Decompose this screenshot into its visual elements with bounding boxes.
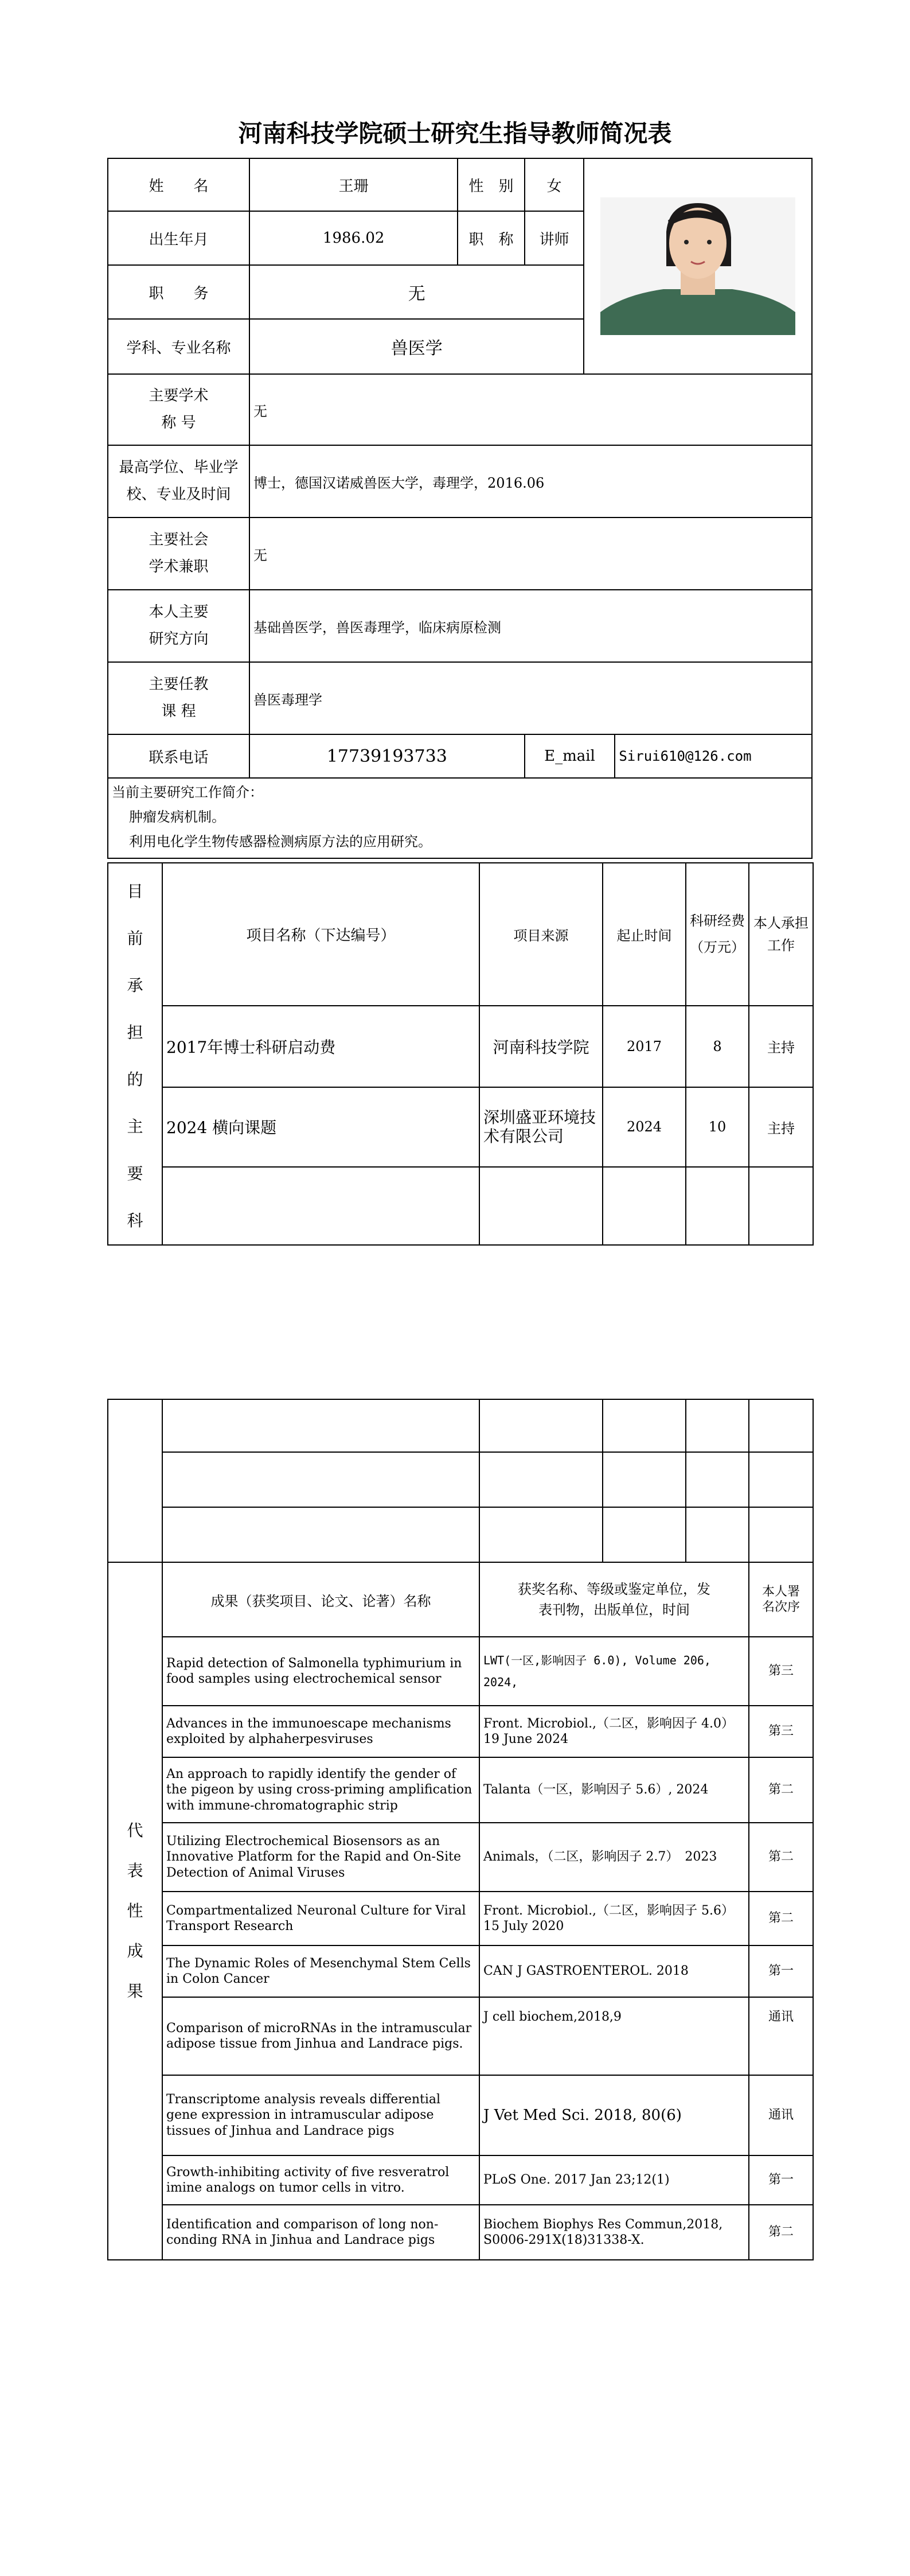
- phone-label: 联系电话: [108, 734, 249, 778]
- work-heading: 当前主要研究工作简介：: [112, 784, 263, 800]
- photo-cell: [584, 158, 812, 374]
- phone-value: 17739193733: [249, 734, 525, 778]
- empty-cell: [162, 1507, 479, 1562]
- table-row: [108, 1637, 813, 1706]
- achievement-order: 第二: [749, 1892, 813, 1945]
- empty-cell: [686, 1167, 749, 1245]
- work-line: 肿瘤发病机制。: [129, 809, 225, 825]
- project-name: 2024 横向课题: [162, 1087, 479, 1167]
- degree-label: 最高学位、毕业学校、专业及时间: [108, 445, 249, 517]
- achievement-info: Animals，（二区，影响因子 2.7） 2023: [479, 1823, 749, 1892]
- table-row: [108, 1823, 813, 1892]
- work-summary: [108, 778, 812, 858]
- table-row: [108, 2155, 813, 2205]
- side-char: 担: [127, 1023, 143, 1042]
- project-source: 深圳盛亚环境技术有限公司: [479, 1087, 603, 1167]
- projects-side-label: [108, 863, 162, 1245]
- achievement-order: 通讯: [749, 2075, 813, 2155]
- achievement-info: LWT(一区,影响因子 6.0), Volume 206, 2024,: [479, 1637, 749, 1706]
- gender-value: 女: [525, 158, 584, 211]
- birth-label: 出生年月: [108, 211, 249, 265]
- achievement-info: Talanta（一区，影响因子 5.6）, 2024: [479, 1757, 749, 1823]
- project-source: 河南科技学院: [479, 1006, 603, 1087]
- table-row: [108, 1892, 813, 1945]
- post-value: 无: [249, 265, 584, 319]
- side-char: 要: [127, 1164, 143, 1183]
- side-char: 主: [127, 1117, 143, 1136]
- table-row: [108, 1706, 813, 1757]
- table-row: [108, 2075, 813, 2155]
- social-value: 无: [249, 517, 812, 590]
- gender-label: 性 别: [458, 158, 524, 211]
- empty-cell: [686, 1399, 749, 1452]
- achievement-order: 通讯: [749, 1997, 813, 2075]
- achievement-order: 第一: [749, 1945, 813, 1997]
- name-value: 王珊: [249, 158, 458, 211]
- empty-cell: [603, 1452, 686, 1507]
- achievement-info: J Vet Med Sci. 2018, 80(6): [479, 2075, 749, 2155]
- empty-cell: [749, 1399, 813, 1452]
- empty-cell: [686, 1507, 749, 1562]
- continuation-table: [107, 1399, 814, 1563]
- achievement-order: 第三: [749, 1637, 813, 1706]
- achievement-name: Utilizing Electrochemical Biosensors as an Innovative Platform for the Rapid and On-Site Detection of Animal Viruses: [162, 1823, 479, 1892]
- header-achievement-order: 本人署名次序: [749, 1562, 813, 1637]
- projects-table: [107, 862, 814, 1246]
- social-label: 主要社会 学术兼职: [108, 517, 249, 590]
- side-char: 前: [127, 929, 143, 948]
- side-char: 的: [127, 1070, 143, 1089]
- title-value: 讲师: [525, 211, 584, 265]
- research-value: 基础兽医学，兽医毒理学，临床病原检测: [249, 590, 812, 662]
- achievement-order: 第二: [749, 1823, 813, 1892]
- achievement-order: 第三: [749, 1706, 813, 1757]
- empty-side-cell: [108, 1399, 162, 1562]
- empty-cell: [749, 1507, 813, 1562]
- achievement-name: An approach to rapidly identify the gender of the pigeon by using cross-priming amplification with immune-chromatographic strip: [162, 1757, 479, 1823]
- side-char: 性: [127, 1901, 143, 1920]
- project-funding: 8: [686, 1006, 749, 1087]
- achievement-order: 第二: [749, 1757, 813, 1823]
- empty-cell: [749, 1167, 813, 1245]
- side-char: 表: [127, 1861, 143, 1880]
- info-table: [107, 158, 813, 859]
- empty-cell: [603, 1167, 686, 1245]
- table-row: [108, 1945, 813, 1997]
- header-project-name: 项目名称（下达编号）: [162, 863, 479, 1006]
- achievement-name: Growth-inhibiting activity of five resveratrol imine analogs on tumor cells in vitro.: [162, 2155, 479, 2205]
- achievement-info: Front. Microbiol.,（二区，影响因子 4.0）19 June 2024: [479, 1706, 749, 1757]
- project-period: 2017: [603, 1006, 686, 1087]
- portrait-photo: [600, 197, 795, 335]
- empty-cell: [162, 1399, 479, 1452]
- empty-cell: [479, 1399, 603, 1452]
- side-char: 目: [127, 882, 143, 901]
- post-label: 职 务: [108, 265, 249, 319]
- courses-value: 兽医毒理学: [249, 662, 812, 734]
- side-char: 果: [127, 1982, 143, 2001]
- achievement-name: Identification and comparison of long non-conding RNA in Jinhua and Landrace pigs: [162, 2205, 479, 2260]
- work-line: 利用电化学生物传感器检测病原方法的应用研究。: [129, 834, 432, 850]
- side-char: 科: [127, 1211, 143, 1230]
- project-role: 主持: [749, 1087, 813, 1167]
- email-value: Sirui610@126.com: [615, 734, 812, 778]
- empty-cell: [603, 1399, 686, 1452]
- project-name: 2017年博士科研启动费: [162, 1006, 479, 1087]
- achievement-name: Compartmentalized Neuronal Culture for Viral Transport Research: [162, 1892, 479, 1945]
- header-project-funding: 科研经费（万元）: [686, 863, 749, 1006]
- achievement-info: J cell biochem,2018,9: [479, 1997, 749, 2075]
- achievement-order: 第二: [749, 2205, 813, 2260]
- project-period: 2024: [603, 1087, 686, 1167]
- table-row: [108, 1997, 813, 2075]
- title-label: 职 称: [458, 211, 524, 265]
- major-label: 学科、专业名称: [108, 319, 249, 374]
- empty-cell: [686, 1452, 749, 1507]
- achievement-name: Comparison of microRNAs in the intramuscular adipose tissue from Jinhua and Landrace pigs.: [162, 1997, 479, 2075]
- empty-cell: [479, 1507, 603, 1562]
- page-title: 河南科技学院硕士研究生指导教师简况表: [238, 119, 672, 147]
- table-row: [108, 1087, 813, 1167]
- header-project-source: 项目来源: [479, 863, 603, 1006]
- achievement-name: Rapid detection of Salmonella typhimurium in food samples using electrochemical sensor: [162, 1637, 479, 1706]
- project-role: 主持: [749, 1006, 813, 1087]
- empty-cell: [479, 1452, 603, 1507]
- empty-cell: [749, 1452, 813, 1507]
- degree-value: 博士，德国汉诺威兽医大学，毒理学，2016.06: [249, 445, 812, 517]
- achievement-info: Front. Microbiol.,（二区，影响因子 5.6）15 July 2020: [479, 1892, 749, 1945]
- table-row: [108, 1757, 813, 1823]
- achievement-name: The Dynamic Roles of Mesenchymal Stem Cells in Colon Cancer: [162, 1945, 479, 1997]
- major-value: 兽医学: [249, 319, 584, 374]
- academic-title-value: 无: [249, 374, 812, 445]
- birth-value: 1986.02: [249, 211, 458, 265]
- header-project-period: 起止时间: [603, 863, 686, 1006]
- research-label: 本人主要 研究方向: [108, 590, 249, 662]
- email-label: E_mail: [525, 734, 615, 778]
- achievements-side-label: [108, 1562, 162, 2260]
- header-achievement-info: 获奖名称、等级或鉴定单位，发表刊物，出版单位，时间: [479, 1562, 749, 1637]
- side-char: 代: [127, 1821, 143, 1840]
- side-char: 承: [127, 976, 143, 995]
- header-project-role: 本人承担工作: [749, 863, 813, 1006]
- header-achievement-name: 成果（获奖项目、论文、论著）名称: [162, 1562, 479, 1637]
- table-row: [108, 1006, 813, 1087]
- empty-cell: [479, 1167, 603, 1245]
- achievement-name: Advances in the immunoescape mechanisms exploited by alphaherpesviruses: [162, 1706, 479, 1757]
- project-funding: 10: [686, 1087, 749, 1167]
- side-char: 成: [127, 1941, 143, 1960]
- achievement-info: CAN J GASTROENTEROL. 2018: [479, 1945, 749, 1997]
- name-label: 姓 名: [108, 158, 249, 211]
- academic-title-label: 主要学术 称 号: [108, 374, 249, 445]
- achievements-table: [107, 1562, 814, 2260]
- table-row: [108, 1167, 813, 1245]
- achievement-info: PLoS One. 2017 Jan 23;12(1): [479, 2155, 749, 2205]
- achievement-order: 第一: [749, 2155, 813, 2205]
- table-row: [108, 2205, 813, 2260]
- empty-cell: [603, 1507, 686, 1562]
- empty-cell: [162, 1167, 479, 1245]
- empty-cell: [162, 1452, 479, 1507]
- achievement-info: Biochem Biophys Res Commun,2018, S0006-291X(18)31338-X.: [479, 2205, 749, 2260]
- courses-label: 主要任教 课 程: [108, 662, 249, 734]
- achievement-name: Transcriptome analysis reveals differential gene expression in intramuscular adipose tissues of Jinhua and Landrace pigs: [162, 2075, 479, 2155]
